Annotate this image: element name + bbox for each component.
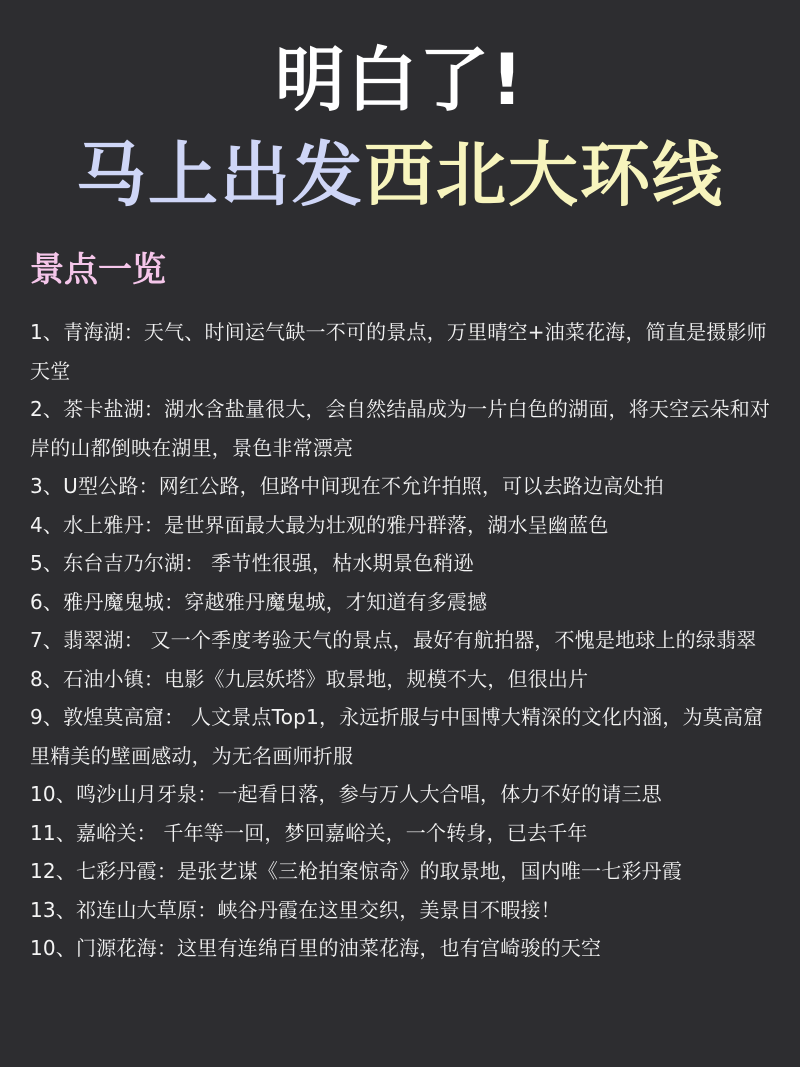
title-line-2-part-2: 西北大环线 bbox=[364, 134, 724, 216]
attraction-list bbox=[30, 313, 775, 968]
list-item: 11、嘉峪关： 千年等一回，梦回嘉峪关，一个转身，已去千年 bbox=[30, 820, 588, 845]
list-item: 6、雅丹魔鬼城：穿越雅丹魔鬼城，才知道有多震撼 bbox=[30, 589, 488, 614]
list-item: 13、祁连山大草原：峡谷丹霞在这里交织，美景目不暇接！ bbox=[30, 897, 561, 922]
title-line-2 bbox=[0, 133, 800, 217]
section-heading: 景点一览 bbox=[30, 250, 166, 290]
list-item: 10、门源花海：这里有连绵百里的油菜花海，也有宫崎骏的天空 bbox=[30, 936, 602, 960]
list-item: 3、U型公路：网红公路，但路中间现在不允许拍照，可以去路边高处拍 bbox=[30, 474, 664, 498]
list-item: 1、青海湖：天气、时间运气缺一不可的景点，万里晴空+油菜花海，简直是摄影师天堂 bbox=[30, 320, 767, 383]
list-item: 8、石油小镇：电影《九层妖塔》取景地，规模不大，但很出片 bbox=[30, 666, 589, 691]
title-line-1: 明白了! bbox=[275, 39, 525, 121]
title-line-2-part-1: 马上出发 bbox=[76, 134, 364, 216]
list-item: 5、东台吉乃尔湖： 季节性很强，枯水期景色稍逊 bbox=[30, 551, 474, 575]
list-item: 7、翡翠湖： 又一个季度考验天气的景点，最好有航拍器，不愧是地球上的绿翡翠 bbox=[30, 628, 757, 652]
list-item: 2、茶卡盐湖：湖水含盐量很大，会自然结晶成为一片白色的湖面，将天空云朵和对岸的山都倒映在湖里，景色非常漂亮 bbox=[30, 397, 771, 460]
list-item: 9、敦煌莫高窟： 人文景点Top1，永远折服与中国博大精深的文化内涵，为莫高窟里精美的壁画感动，为无名画师折服 bbox=[30, 705, 764, 768]
list-item: 4、水上雅丹：是世界面最大最为壮观的雅丹群落，湖水呈幽蓝色 bbox=[30, 512, 609, 537]
list-item: 12、七彩丹霞：是张艺谋《三枪拍案惊奇》的取景地，国内唯一七彩丹霞 bbox=[30, 859, 683, 883]
list-item: 10、鸣沙山月牙泉：一起看日落，参与万人大合唱，体力不好的请三思 bbox=[30, 782, 662, 806]
